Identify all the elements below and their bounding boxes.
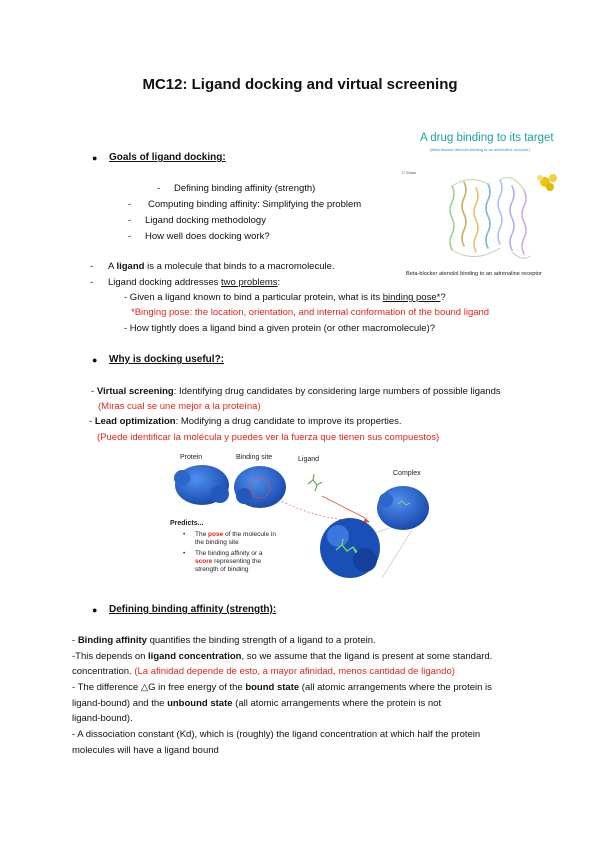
defining-line-6: ligand-bound). (72, 713, 133, 724)
defining-line-2: -This depends on ligand concentration, so we assume that the ligand is present at some standard. (72, 651, 493, 662)
dash: - (90, 261, 94, 272)
lead-optimization-note: (Puede identificar la molécula y puedes ver la fuerza que tienen sus compuestos) (97, 432, 440, 443)
virtual-screening-line: - Virtual screening: Identifying drug candidates by considering large numbers of possible ligands (91, 386, 501, 397)
binding-site-blob (234, 466, 286, 508)
defining-line-8: molecules will have a ligand bound (72, 745, 219, 756)
defining-line-5: ligand-bound) and the unbound state (all atomic arrangements where the protein is not (72, 698, 442, 709)
dash: - (157, 183, 161, 194)
predicts-heading: Predicts... (170, 520, 204, 527)
lead-optimization-line: - Lead optimization: Modifying a drug candidate to improve its properties. (89, 416, 402, 427)
ligand-molecule (537, 174, 557, 191)
label-protein: Protein (180, 454, 203, 461)
figure1-corner-label: C Shaw (402, 170, 417, 175)
label-complex: Complex (393, 470, 421, 477)
complex-blob (377, 486, 429, 530)
dash: - (128, 199, 132, 210)
dash: - (128, 231, 132, 242)
virtual-screening-note: (Miras cual se une mejor a la proteína) (98, 401, 261, 412)
figure1-subtitle: (Beta-blocker atenolol binding to an adrenaline receptor) (430, 147, 530, 152)
predict-score: The binding affinity or a score representing the strength of binding (195, 550, 263, 573)
defining-line-1: - Binding affinity quantifies the binding strength of a ligand to a protein. (72, 635, 376, 646)
defining-heading: Defining binding affinity (strength): (109, 604, 277, 615)
bullet-dot: ● (92, 153, 98, 163)
defining-line-4: - The difference △G in free energy of the bound state (all atomic arrangements where the protein is (72, 682, 492, 693)
pose-note: *Binging pose: the location, orientation, and internal conformation of the bound ligand (131, 307, 490, 318)
bullet-dot: ● (92, 605, 98, 615)
protein-blob (174, 465, 229, 505)
receptor-image (430, 168, 570, 270)
label-ligand: Ligand (298, 456, 320, 463)
problem-affinity: - How tightly does a ligand bind a given protein (or other macromolecule)? (124, 323, 436, 334)
dash: - (128, 215, 132, 226)
goals-item-2: Computing binding affinity: Simplifying the problem (148, 199, 362, 210)
figure1-caption: Beta-blocker atenolol binding to an adrenaline receptor (406, 271, 542, 277)
predict-pose: The pose of the molecule in the binding site (195, 531, 276, 546)
predict-bullet: • (183, 550, 186, 557)
problem-pose: - Given a ligand known to bind a particular protein, what is its binding pose*? (124, 292, 446, 303)
bullet-dot: ● (92, 355, 98, 365)
dash: - (90, 277, 94, 288)
goals-heading: Goals of ligand docking: (109, 152, 226, 163)
ligand-small (308, 474, 322, 491)
predict-bullet: • (183, 531, 186, 538)
page-title: MC12: Ligand docking and virtual screening (142, 76, 458, 93)
figure1-title: A drug binding to its target (420, 132, 554, 144)
arrow-ligand (322, 496, 365, 518)
goals-item-3: Ligand docking methodology (145, 215, 266, 226)
ligand-definition: A ligand is a molecule that binds to a macromolecule. (108, 261, 335, 272)
goals-item-1: Defining binding affinity (strength) (174, 183, 316, 194)
docking-problems: Ligand docking addresses two problems: (108, 277, 281, 288)
defining-line-3: concentration. (La afinidad depende de esto, a mayor afinidad, menos cantidad de ligando) (72, 666, 455, 677)
why-heading: Why is docking useful?: (109, 354, 225, 365)
defining-line-7: - A dissociation constant (Kd), which is (roughly) the ligand concentration at which half the protein (72, 729, 481, 740)
label-binding-site: Binding site (236, 454, 273, 461)
zoom-circle (320, 518, 380, 578)
goals-item-4: How well does docking work? (145, 231, 270, 242)
